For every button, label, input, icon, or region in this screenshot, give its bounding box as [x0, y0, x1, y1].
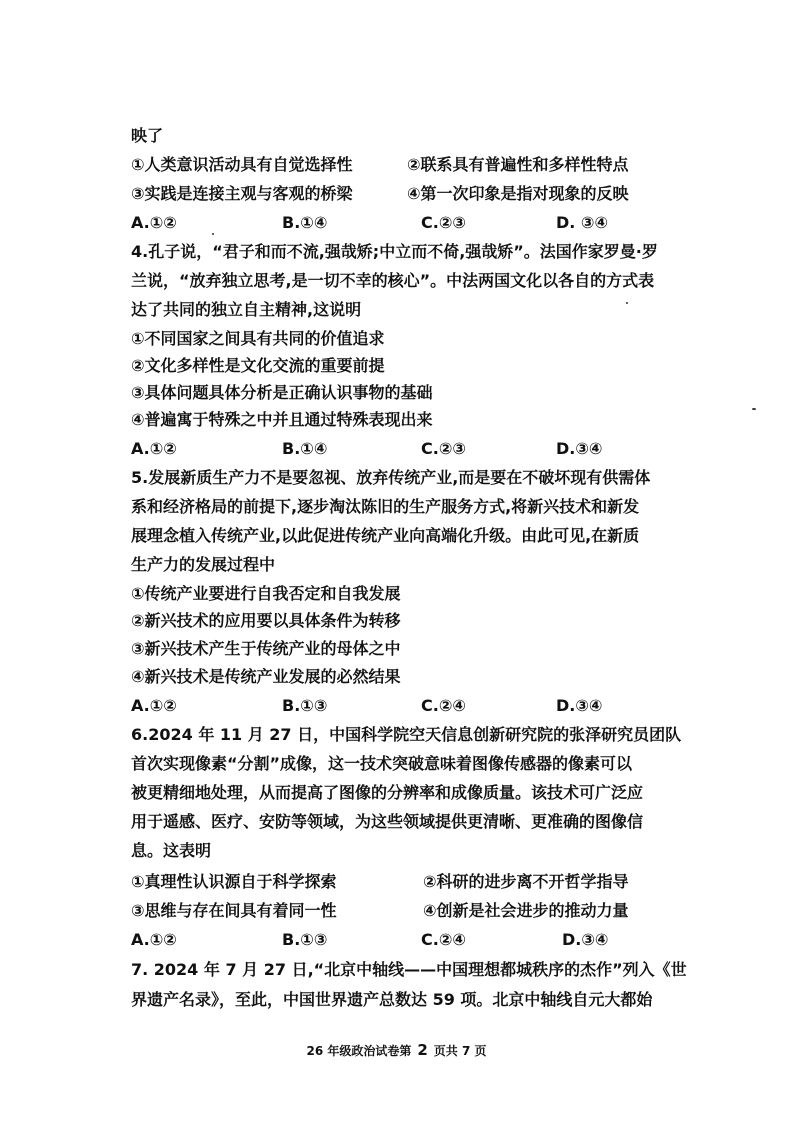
question-3-text: 映了 — [131, 126, 164, 145]
q5-statement-1: ①传统产业要进行自我否定和自我发展 — [131, 584, 401, 603]
question-6-text-line4: 用于遥感、医疗、安防等领域，为这些领域提供更清晰、更准确的图像信 — [131, 812, 644, 831]
q3-statement-2: ②联系具有普遍性和多样性特点 — [407, 155, 629, 174]
question-5-text-line3: 展理念植入传统产业,以此促进传统产业向高端化升级。由此可见,在新质 — [131, 526, 640, 545]
scan-speck — [752, 408, 756, 410]
q3-statement-3: ③实践是连接主观与客观的桥梁 — [131, 184, 353, 203]
q6-statement-3: ③思维与存在间具有着同一性 — [131, 901, 337, 920]
q4-choice-a: A.①② — [131, 439, 177, 458]
question-5-text-line2: 系和经济格局的前提下,逐步淘汰陈旧的生产服务方式,将新兴技术和新发 — [131, 497, 640, 516]
q3-choice-b: B.①④ — [282, 213, 328, 232]
q5-choice-a: A.①② — [131, 696, 177, 715]
q5-choice-c: C.②④ — [421, 696, 466, 715]
q3-choice-a: A.①② — [131, 213, 177, 232]
footer-prefix: 26 年级政治试卷第 — [306, 1044, 412, 1058]
question-6-text-line5: 息。这表明 — [131, 841, 212, 860]
page-footer — [0, 1041, 793, 1059]
q4-choice-b: B.①④ — [282, 439, 328, 458]
q3-statement-4: ④第一次印象是指对现象的反映 — [407, 184, 629, 203]
scan-speck — [626, 302, 628, 304]
q5-choice-b: B.①③ — [282, 696, 328, 715]
footer-suffix: 页共 7 页 — [433, 1044, 487, 1058]
scan-speck — [212, 233, 214, 235]
q5-statement-4: ④新兴技术是传统产业发展的必然结果 — [131, 667, 401, 686]
question-5-text-line4: 生产力的发展过程中 — [131, 555, 276, 574]
q4-choice-d: D.③④ — [556, 439, 603, 458]
q4-statement-2: ②文化多样性是文化交流的重要前提 — [131, 356, 385, 375]
q4-statement-3: ③具体问题具体分析是正确认识事物的基础 — [131, 383, 433, 402]
q4-statement-1: ①不同国家之间具有共同的价值追求 — [131, 329, 385, 348]
q6-statement-2: ②科研的进步离不开哲学指导 — [423, 872, 629, 891]
q4-statement-4: ④普遍寓于特殊之中并且通过特殊表现出来 — [131, 410, 433, 429]
question-4-text-line1: 4.孔子说，“君子和而不流,强哉矫;中立而不倚,强哉矫”。法国作家罗曼·罗 — [131, 242, 658, 261]
q3-choice-d: D. ③④ — [556, 213, 609, 232]
question-6-text-line3: 被更精细地处理，从而提高了图像的分辨率和成像质量。该技术可广泛应 — [131, 783, 644, 802]
q6-statement-1: ①真理性认识源自于科学探索 — [131, 872, 337, 891]
q3-statement-1: ①人类意识活动具有自觉选择性 — [131, 155, 353, 174]
question-7-text-line2: 界遗产名录》，至此，中国世界遗产总数达 59 项。北京中轴线自元大都始 — [131, 990, 653, 1009]
question-5-text-line1: 5.发展新质生产力不是要忽视、放弃传统产业,而是要在不破坏现有供需体 — [131, 468, 651, 487]
q6-choice-a: A.①② — [131, 930, 177, 949]
question-6-text-line1: 6.2024 年 11 月 27 日，中国科学院空天信息创新研究院的张泽研究员团队 — [131, 725, 682, 744]
q5-statement-3: ③新兴技术产生于传统产业的母体之中 — [131, 639, 401, 658]
q4-choice-c: C.②③ — [421, 439, 466, 458]
footer-page-number: 2 — [417, 1041, 428, 1059]
q5-choice-d: D.③④ — [556, 696, 603, 715]
q6-choice-c: C.②④ — [421, 930, 466, 949]
q6-choice-b: B.①③ — [282, 930, 328, 949]
q6-choice-d: D.③④ — [562, 930, 609, 949]
q5-statement-2: ②新兴技术的应用要以具体条件为转移 — [131, 611, 401, 630]
question-4-text-line3: 达了共同的独立自主精神,这说明 — [131, 300, 362, 319]
question-7-text-line1: 7. 2024 年 7 月 27 日,“北京中轴线——中国理想都城秩序的杰作”列入《世 — [131, 960, 687, 979]
q6-statement-4: ④创新是社会进步的推动力量 — [423, 901, 629, 920]
question-6-text-line2: 首次实现像素“分割”成像，这一技术突破意味着图像传感器的像素可以 — [131, 754, 633, 773]
question-4-text-line2: 兰说，“放弃独立思考,是一切不幸的核心”。中法两国文化以各自的方式表 — [131, 271, 655, 290]
q3-choice-c: C.②③ — [421, 213, 466, 232]
